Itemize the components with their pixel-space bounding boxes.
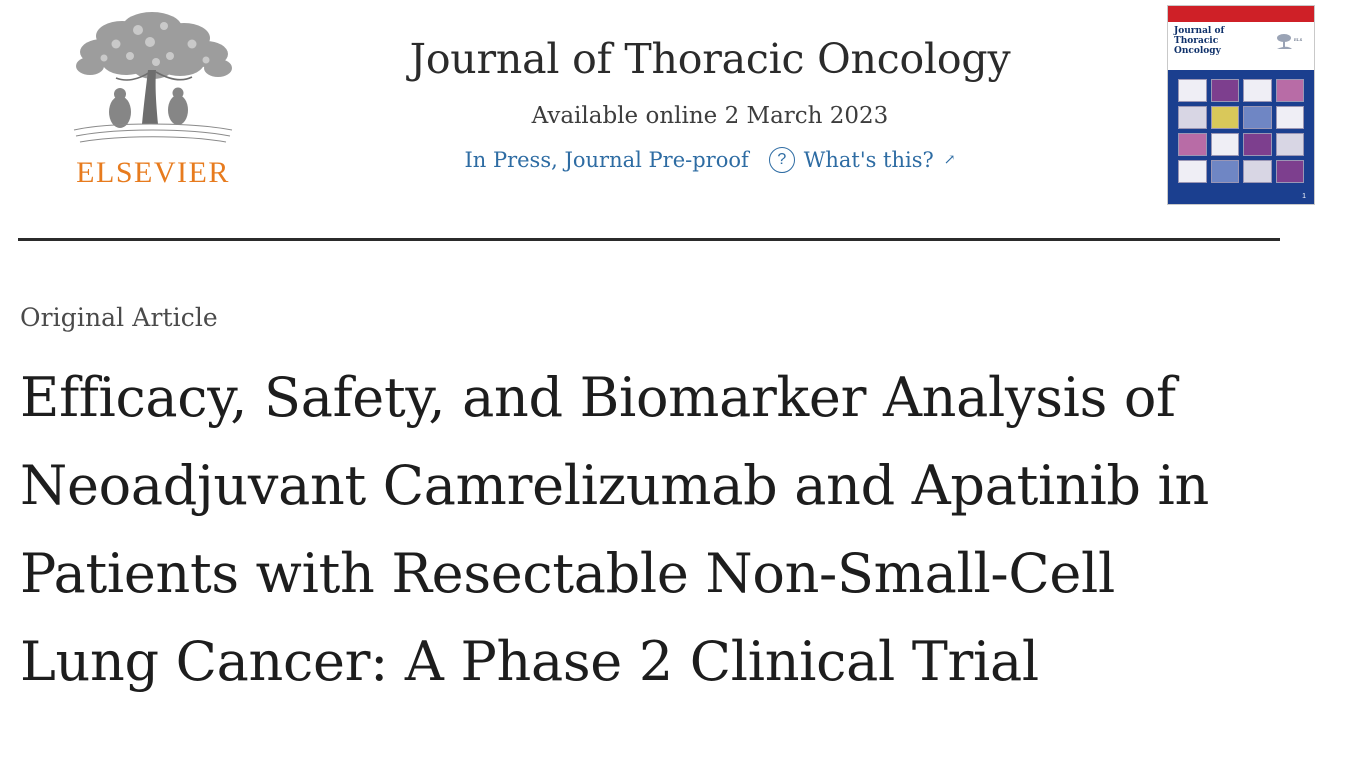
cover-masthead [1168, 22, 1314, 70]
cover-image-grid [1178, 79, 1304, 183]
cover-page-number: 1 [1302, 193, 1306, 200]
svg-text:ELS: ELS [1294, 37, 1303, 42]
question-mark-circle-icon: ? [769, 147, 795, 173]
cover-elsevier-mark-icon [1275, 32, 1309, 52]
journal-header [35, 0, 1315, 232]
elsevier-logo[interactable] [53, 6, 253, 188]
whats-this-link[interactable] [769, 147, 956, 173]
article-type-label: Original Article [20, 303, 218, 332]
journal-info [253, 0, 1167, 173]
cover-art [1168, 70, 1314, 204]
cover-journal-line2: Thoracic [1174, 36, 1219, 47]
press-status-label: In Press, Journal Pre-proof [464, 148, 749, 173]
whats-this-label: What's this? [803, 148, 934, 173]
elsevier-tree-icon [60, 6, 246, 156]
article-title: Efficacy, Safety, and Biomarker Analysis of Neoadjuvant Camrelizumab and Apatinib in Patients with Resectable Non-Small-Cell Lung Cancer: A Phase 2 Clinical Trial [20, 366, 1209, 694]
cover-journal-line1: Journal of [1174, 26, 1225, 36]
external-link-arrow-icon: ↗ [943, 152, 956, 169]
journal-cover-thumbnail[interactable] [1167, 5, 1315, 205]
journal-status-row [253, 147, 1167, 173]
cover-journal-line3: Oncology [1174, 46, 1221, 57]
cover-top-band [1168, 6, 1314, 22]
available-online-date: Available online 2 March 2023 [531, 103, 889, 130]
journal-title: Journal of Thoracic Oncology [409, 35, 1011, 83]
elsevier-wordmark: ELSEVIER [76, 156, 230, 189]
article-heading-block [0, 241, 1280, 706]
